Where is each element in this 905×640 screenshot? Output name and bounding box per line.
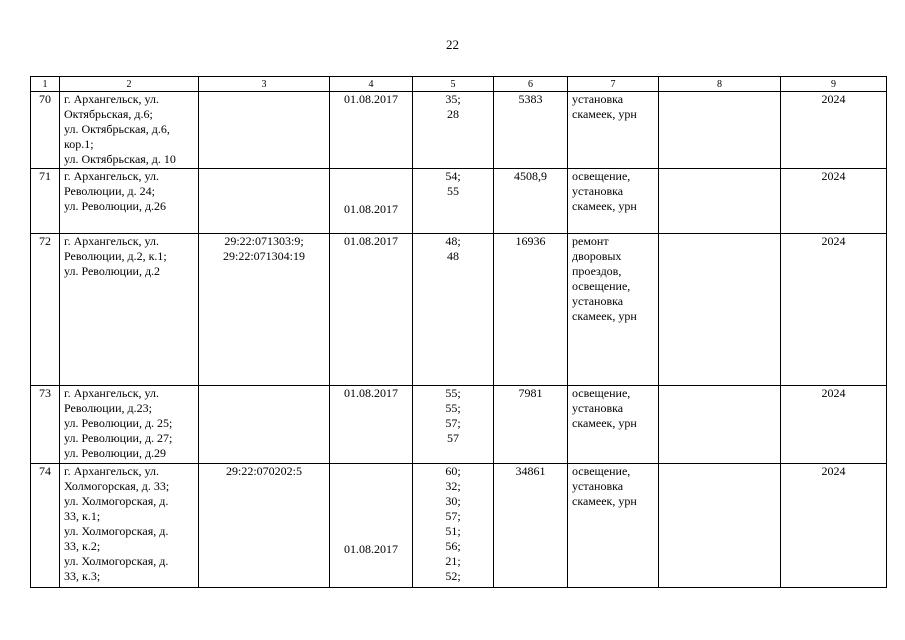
column-8-cell bbox=[659, 234, 781, 386]
area-cell: 34861 bbox=[494, 464, 568, 588]
page-number: 22 bbox=[446, 37, 459, 52]
count-cell: 35; 28 bbox=[413, 92, 494, 169]
column-header: 2 bbox=[60, 77, 199, 92]
year-cell: 2024 bbox=[781, 464, 887, 588]
area-cell: 16936 bbox=[494, 234, 568, 386]
works-cell: установка скамеек, урн bbox=[568, 92, 659, 169]
cadastral-cell: 29:22:070202:5 bbox=[199, 464, 330, 588]
row-number: 72 bbox=[31, 234, 60, 386]
year-cell: 2024 bbox=[781, 234, 887, 386]
count-cell: 48; 48 bbox=[413, 234, 494, 386]
table-row bbox=[31, 464, 887, 588]
row-number: 71 bbox=[31, 169, 60, 234]
address-cell: г. Архангельск, ул. Революции, д.2, к.1; ул. Революции, д.2 bbox=[60, 234, 199, 386]
area-cell: 7981 bbox=[494, 386, 568, 464]
date-cell: 01.08.2017 bbox=[330, 234, 413, 386]
table-row bbox=[31, 169, 887, 234]
column-header: 6 bbox=[494, 77, 568, 92]
date-cell: 01.08.2017 bbox=[330, 464, 413, 588]
date-cell: 01.08.2017 bbox=[330, 92, 413, 169]
column-8-cell bbox=[659, 386, 781, 464]
count-cell: 54; 55 bbox=[413, 169, 494, 234]
row-number: 73 bbox=[31, 386, 60, 464]
date-cell: 01.08.2017 bbox=[330, 386, 413, 464]
works-cell: ремонт дворовых проездов, освещение, установка скамеек, урн bbox=[568, 234, 659, 386]
table-row bbox=[31, 92, 887, 169]
column-number-header-row bbox=[31, 77, 887, 92]
count-cell: 55; 55; 57; 57 bbox=[413, 386, 494, 464]
column-8-cell bbox=[659, 464, 781, 588]
column-header: 3 bbox=[199, 77, 330, 92]
address-cell: г. Архангельск, ул. Холмогорская, д. 33; ул. Холмогорская, д. 33, к.1; ул. Холмогорская, д. 33, к.2; ул. Холмогорская, д. 33, к.3; bbox=[60, 464, 199, 588]
register-table bbox=[30, 76, 887, 588]
column-header: 8 bbox=[659, 77, 781, 92]
table-row bbox=[31, 234, 887, 386]
row-number: 74 bbox=[31, 464, 60, 588]
column-header: 4 bbox=[330, 77, 413, 92]
works-cell: освещение, установка скамеек, урн bbox=[568, 464, 659, 588]
column-header: 7 bbox=[568, 77, 659, 92]
cadastral-cell: 29:22:071303:9; 29:22:071304:19 bbox=[199, 234, 330, 386]
area-cell: 4508,9 bbox=[494, 169, 568, 234]
address-cell: г. Архангельск, ул. Революции, д.23; ул. Революции, д. 25; ул. Революции, д. 27; ул. Революции, д.29 bbox=[60, 386, 199, 464]
column-8-cell bbox=[659, 92, 781, 169]
date-cell: 01.08.2017 bbox=[330, 169, 413, 234]
row-number: 70 bbox=[31, 92, 60, 169]
column-header: 5 bbox=[413, 77, 494, 92]
address-cell: г. Архангельск, ул. Революции, д. 24; ул. Революции, д.26 bbox=[60, 169, 199, 234]
cadastral-cell bbox=[199, 92, 330, 169]
address-cell: г. Архангельск, ул. Октябрьская, д.6; ул. Октябрьская, д.6, кор.1; ул. Октябрьская, д. 10 bbox=[60, 92, 199, 169]
table-row bbox=[31, 386, 887, 464]
year-cell: 2024 bbox=[781, 386, 887, 464]
works-cell: освещение, установка скамеек, урн bbox=[568, 386, 659, 464]
cadastral-cell bbox=[199, 386, 330, 464]
year-cell: 2024 bbox=[781, 92, 887, 169]
column-8-cell bbox=[659, 169, 781, 234]
column-header: 9 bbox=[781, 77, 887, 92]
cadastral-cell bbox=[199, 169, 330, 234]
count-cell: 60; 32; 30; 57; 51; 56; 21; 52; bbox=[413, 464, 494, 588]
area-cell: 5383 bbox=[494, 92, 568, 169]
year-cell: 2024 bbox=[781, 169, 887, 234]
works-cell: освещение, установка скамеек, урн bbox=[568, 169, 659, 234]
column-header: 1 bbox=[31, 77, 60, 92]
